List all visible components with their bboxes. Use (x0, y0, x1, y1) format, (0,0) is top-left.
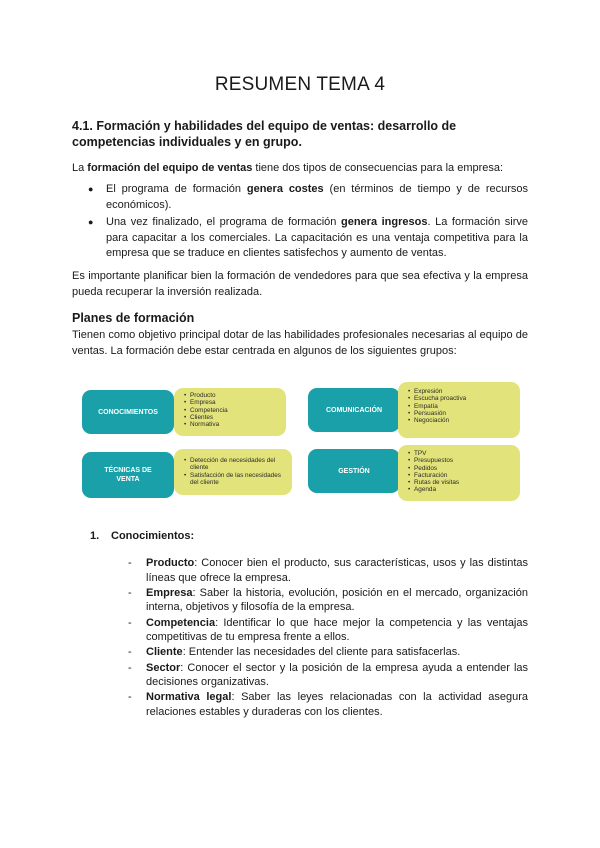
list-item: • Facturación (408, 472, 520, 479)
list-item: • Detección de necesidades del cliente (184, 457, 288, 472)
list-item: • Pedidos (408, 465, 520, 472)
page-title: RESUMEN TEMA 4 (214, 74, 386, 95)
list-item (128, 661, 528, 690)
list-item (128, 556, 528, 585)
plan-paragraph: Es importante planificar bien la formación de vendedores para que sea efectiva y la empresa pueda recuperar la inversión realizada. (72, 270, 528, 298)
group-conocimientos-items (174, 388, 286, 436)
term: Normativa legal (146, 691, 232, 704)
list-item: • Clientes (184, 414, 286, 421)
list-item (128, 645, 528, 660)
term: Producto (146, 557, 195, 569)
group-comunicacion-box: COMUNICACIÓN (308, 388, 400, 432)
list-item: • Empatía (408, 403, 520, 410)
list-item: • Persuasión (408, 410, 520, 417)
term-description: : Conocer bien el producto, sus características, usos y las distintas líneas que ofrece la empresa. (146, 557, 528, 584)
term: Cliente (146, 646, 183, 659)
list-item: • Empresa (184, 399, 286, 406)
planes-heading: Planes de formación (72, 311, 195, 325)
list-item: • Presupuestos (408, 457, 520, 464)
bullet-text: Una vez finalizado, el programa de formación (106, 216, 341, 228)
list-item (72, 215, 528, 262)
list-item: • Expresión (408, 388, 520, 395)
list-item: • Agenda (408, 486, 520, 493)
list-item (72, 182, 528, 213)
planes-paragraph: Tienen como objetivo principal dotar de las habilidades profesionales necesarias al equipo de ventas. La formación debe estar centrada en algunos de los siguientes grupos: (72, 329, 528, 357)
list-item: • Normativa (184, 421, 286, 428)
list-item (128, 690, 528, 719)
group-comunicacion-items (398, 382, 520, 438)
group-conocimientos-box: CONOCIMIENTOS (82, 390, 174, 434)
term: Empresa (146, 586, 193, 599)
intro-bold: formación del equipo de ventas (87, 162, 253, 174)
numbered-heading (90, 530, 194, 542)
bullet-text: El programa de formación (106, 183, 247, 195)
term-description: : Conocer el sector y la posición de la empresa ayuda a entender las decisiones organizativas. (146, 661, 528, 689)
term-description: : Entender las necesidades del cliente para satisfacerlas. (182, 646, 461, 659)
list-item (128, 616, 528, 645)
list-item: • TPV (408, 450, 520, 457)
list-item: • Satisfacción de las necesidades del cliente (184, 472, 288, 487)
knowledge-list (128, 556, 528, 720)
list-item: • Escucha proactiva (408, 395, 520, 402)
intro-suffix: tiene dos tipos de consecuencias para la empresa: (252, 162, 504, 174)
list-number: 1. (90, 530, 100, 542)
term-description: : Saber las leyes relacionadas con la actividad asegura relaciones estables y duraderas con los clientes. (146, 691, 528, 718)
section-heading: 4.1. Formación y habilidades del equipo de ventas: desarrollo de competencias individuales y en grupo. (72, 119, 457, 149)
intro-paragraph (72, 160, 528, 176)
list-item (128, 586, 528, 615)
list-item: • Competencia (184, 407, 286, 414)
intro-prefix: La (72, 162, 88, 174)
term-description: : Saber la historia, evolución, posición en el mercado, organización interna, objetivos y filosofía de la empresa. (146, 586, 528, 614)
bullet-bold: genera costes (246, 183, 324, 195)
group-tecnicas-box: TÉCNICAS DE VENTA (82, 452, 174, 498)
term: Sector (146, 661, 181, 674)
list-item: • Negociación (408, 417, 520, 424)
term-description: : Identificar lo que hace mejor la competencia y las ventajas competitivas de tu empresa frente a ellos. (146, 616, 528, 644)
group-tecnicas-items (174, 449, 292, 495)
group-gestion-box: GESTIÓN (308, 449, 400, 493)
bullet-text: . La formación sirve para capacitar a los comerciales. La capacitación es una ventaja competitiva para la empresa que se traduce en clientes satisfechos y aumento de ventas. (106, 216, 528, 259)
list-item: • Producto (184, 392, 286, 399)
term: Competencia (146, 616, 216, 629)
bullet-text: (en términos de tiempo y de recursos económicos). (106, 183, 528, 211)
training-groups-diagram (82, 382, 522, 506)
bullet-bold: genera ingresos (340, 216, 428, 228)
numbered-label: Conocimientos: (111, 530, 195, 542)
list-item: • Rutas de visitas (408, 479, 520, 486)
group-gestion-items (398, 445, 520, 501)
consequences-list (72, 182, 528, 264)
